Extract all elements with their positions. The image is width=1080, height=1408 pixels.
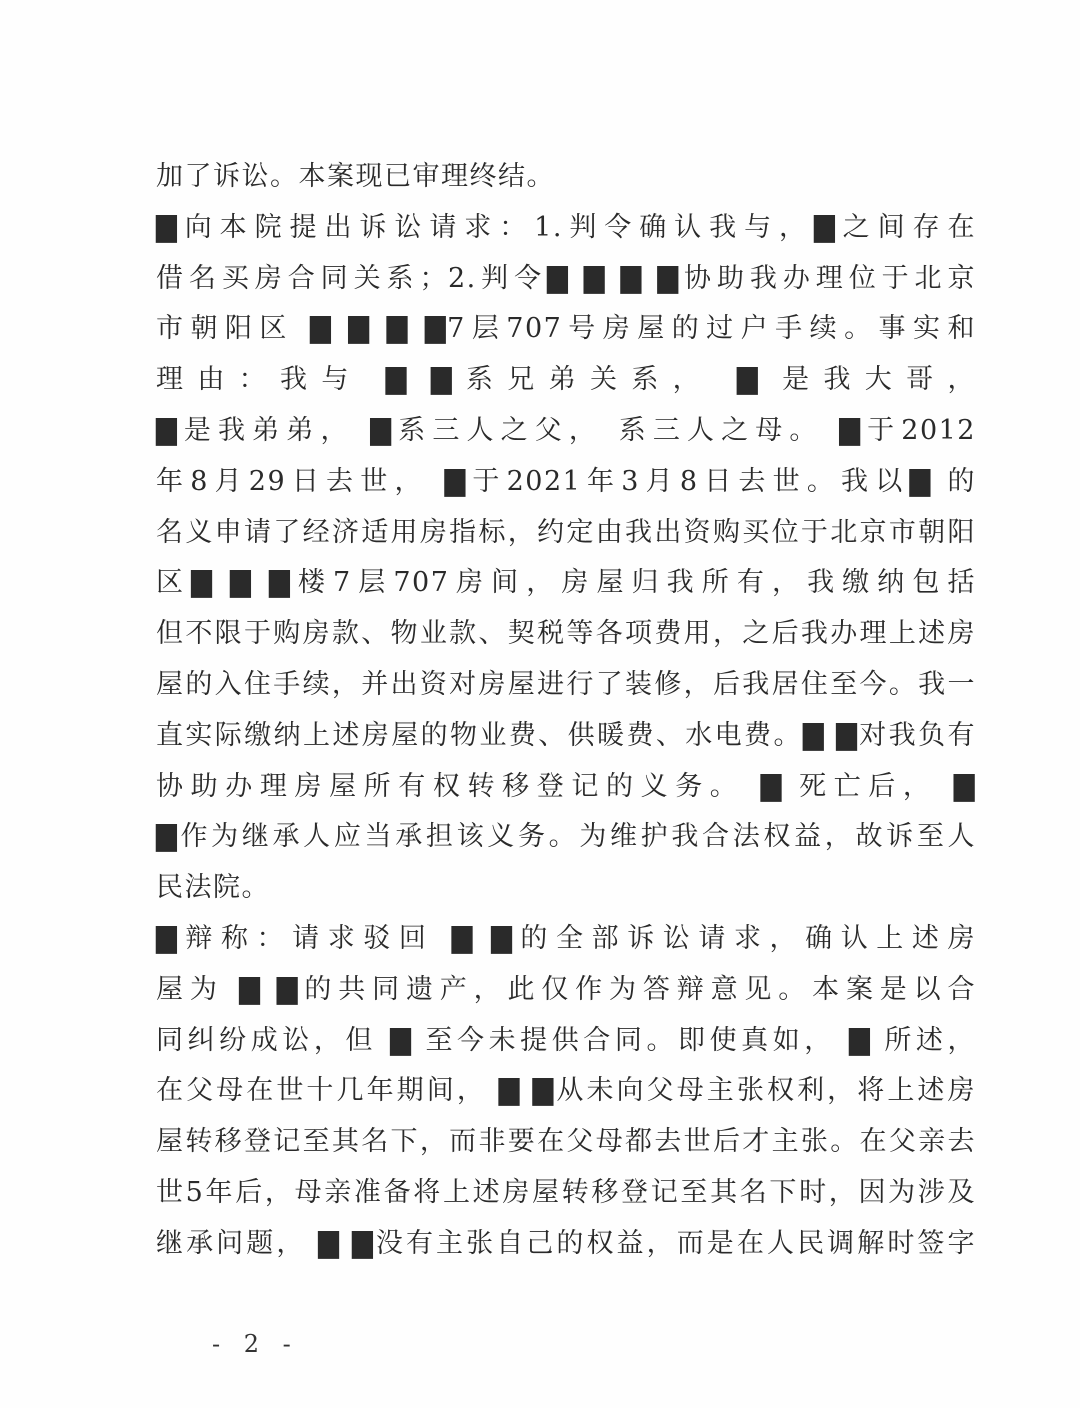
text-line: 年8月29日去世， ▇于2021年3月8日去世。我以▇ 的 [156, 465, 976, 497]
text-line: 屋的入住手续，并出资对房屋进行了装修，后我居住至今。我一 [156, 668, 976, 700]
text-line: 屋为 ▇ ▇的共同遗产，此仅作为答辩意见。本案是以合 [156, 973, 976, 1005]
text-line: 但不限于购房款、物业款、契税等各项费用，之后我办理上述房 [156, 618, 976, 650]
text-line: 区▇ ▇ ▇楼7层707房间，房屋归我所有，我缴纳包括 [156, 567, 976, 599]
text-line: 继承问题， ▇ ▇没有主张自己的权益，而是在人民调解时签字 [156, 1227, 976, 1259]
text-line: 在父母在世十几年期间， ▇ ▇从未向父母主张权利，将上述房 [156, 1075, 976, 1107]
text-line: 名义申请了经济适用房指标，约定由我出资购买位于北京市朝阳 [156, 516, 976, 548]
text-line: 协助办理房屋所有权转移登记的义务。 ▇ 死亡后， ▇ [156, 770, 976, 802]
text-line: 民法院。 [156, 872, 270, 904]
text-line: ▇作为继承人应当承担该义务。为维护我合法权益，故诉至人 [156, 821, 976, 853]
text-line: 直实际缴纳上述房屋的物业费、供暖费、水电费。▇ ▇对我负有 [156, 719, 976, 751]
text-line: ▇向本院提出诉讼请求：1.判令确认我与，▇之间存在 [156, 211, 976, 243]
text-line: 同纠纷成讼，但 ▇ 至今未提供合同。即使真如， ▇ 所述， [156, 1024, 976, 1056]
text-line: 借名买房合同关系；2.判令▇ ▇ ▇ ▇协助我办理位于北京 [156, 262, 976, 294]
page-number: - 2 - [212, 1330, 299, 1358]
text-line: 市朝阳区 ▇ ▇ ▇ ▇7层707号房屋的过户手续。事实和 [156, 313, 976, 345]
document-body [156, 152, 976, 1270]
text-line: 理由：我与 ▇ ▇系兄弟关系， ▇ 是我大哥， [156, 364, 976, 396]
text-line: ▇辩称：请求驳回 ▇ ▇的全部诉讼请求，确认上述房 [156, 922, 976, 954]
text-line: 加了诉讼。本案现已审理终结。 [156, 161, 555, 192]
text-line: 屋转移登记至其名下，而非要在父母都去世后才主张。在父亲去 [156, 1126, 976, 1158]
text-line: 世5年后，母亲准备将上述房屋转移登记至其名下时，因为涉及 [156, 1176, 976, 1208]
text-line: ▇是我弟弟， ▇系三人之父， 系三人之母。 ▇于2012 [156, 414, 976, 446]
